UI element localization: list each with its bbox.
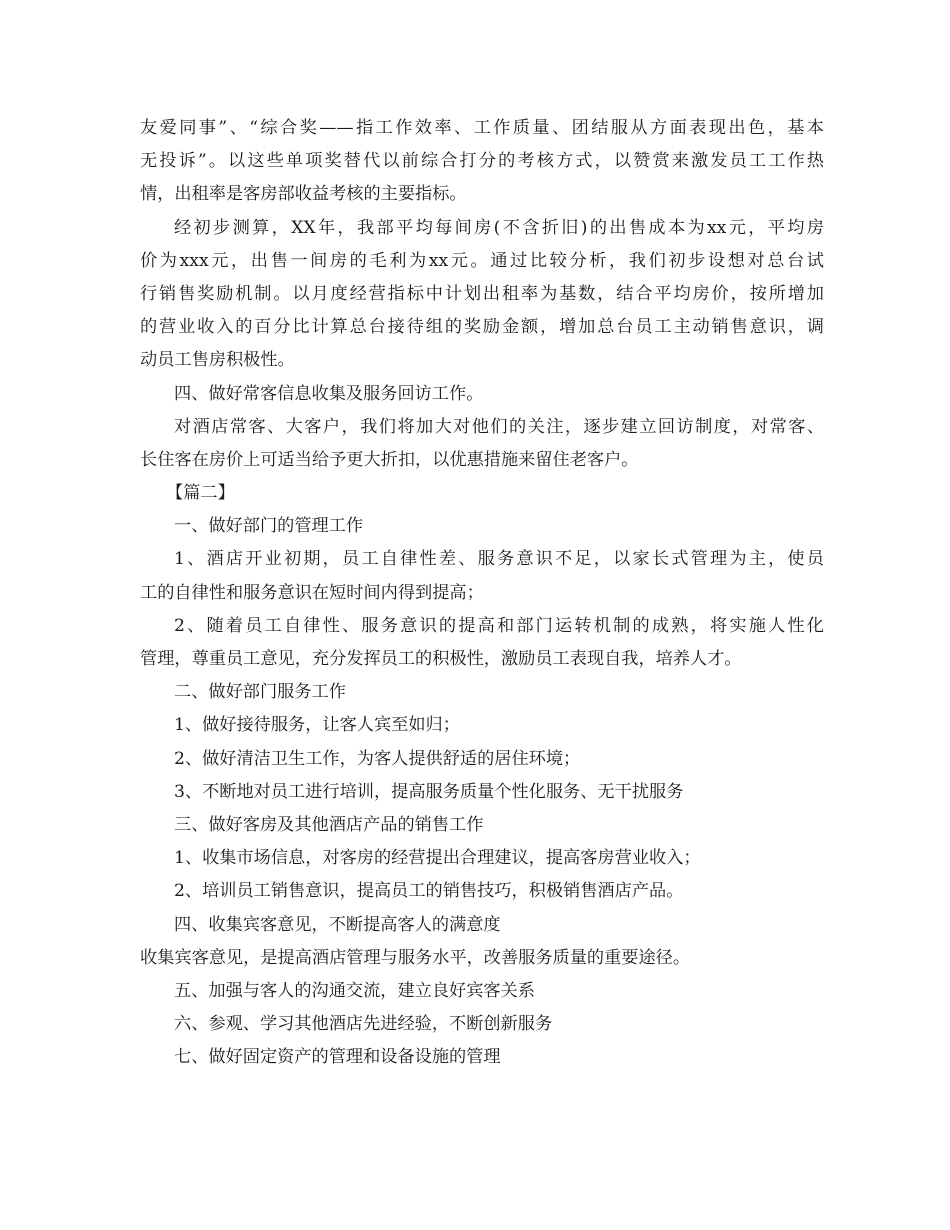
text-line: 价为xxx元，出售一间房的毛利为xx元。通过比较分析，我们初步设想对总台试	[140, 250, 824, 271]
text-line: 对酒店常客、大客户，我们将加大对他们的关注，逐步建立回访制度，对常客、	[174, 416, 824, 437]
text-line: 动员工售房积极性。	[140, 350, 295, 371]
text-line: 经初步测算，XX年，我部平均每间房(不含折旧)的出售成本为xx元，平均房	[174, 217, 824, 238]
text-line: 工的自律性和服务意识在短时间内得到提高；	[140, 582, 484, 603]
list-item: 3、不断地对员工进行培训，提高服务质量个性化服务、无干扰服务	[174, 781, 684, 802]
list-item: 2、做好清洁卫生工作，为客人提供舒适的居住环境；	[174, 748, 581, 769]
section-heading: 三、做好客房及其他酒店产品的销售工作	[174, 814, 484, 835]
text-line: 管理，尊重员工意见，充分发挥员工的积极性，激励员工表现自我，培养人才。	[140, 649, 742, 669]
list-item: 1、收集市场信息，对客房的经营提出合理建议，提高客房营业收入；	[174, 848, 701, 869]
document-body	[140, 112, 824, 1074]
section-heading: 一、做好部门的管理工作	[174, 516, 364, 537]
text-line: 无投诉”。以这些单项奖替代以前综合打分的考核方式，以赞赏来激发员工工作热	[140, 151, 824, 172]
text-line: 收集宾客意见，是提高酒店管理与服务水平，改善服务质量的重要途径。	[140, 947, 691, 968]
section-heading: 二、做好部门服务工作	[174, 682, 346, 703]
list-item: 1、做好接待服务，让客人宾至如归；	[174, 715, 460, 736]
text-line: 行销售奖励机制。以月度经营指标中计划出租率为基数，结合平均房价，按所增加	[140, 283, 824, 304]
section-heading: 六、参观、学习其他酒店先进经验，不断创新服务	[174, 1014, 553, 1035]
list-item: 2、培训员工销售意识，提高员工的销售技巧，积极销售酒店产品。	[174, 881, 684, 902]
text-line: 的营业收入的百分比计算总台接待组的奖励金额，增加总台员工主动销售意识，调	[140, 317, 824, 338]
part-heading: 【篇二】	[166, 483, 235, 504]
section-heading: 五、加强与客人的沟通交流，建立良好宾客关系	[174, 980, 535, 1001]
section-heading: 四、做好常客信息收集及服务回访工作。	[174, 383, 484, 404]
text-line: 2、随着员工自律性、服务意识的提高和部门运转机制的成熟，将实施人性化	[174, 615, 824, 636]
text-line: 情，出租率是客房部收益考核的主要指标。	[140, 184, 467, 205]
section-heading: 四、收集宾客意见，不断提高客人的满意度	[174, 914, 501, 935]
text-line: 长住客在房价上可适当给予更大折扣，以优惠措施来留住老客户。	[140, 449, 639, 470]
section-heading: 七、做好固定资产的管理和设备设施的管理	[174, 1047, 501, 1068]
text-line: 1、酒店开业初期，员工自律性差、服务意识不足，以家长式管理为主，使员	[174, 549, 824, 570]
text-line: 友爱同事”、“综合奖——指工作效率、工作质量、团结服从方面表现出色，基本	[140, 118, 824, 138]
